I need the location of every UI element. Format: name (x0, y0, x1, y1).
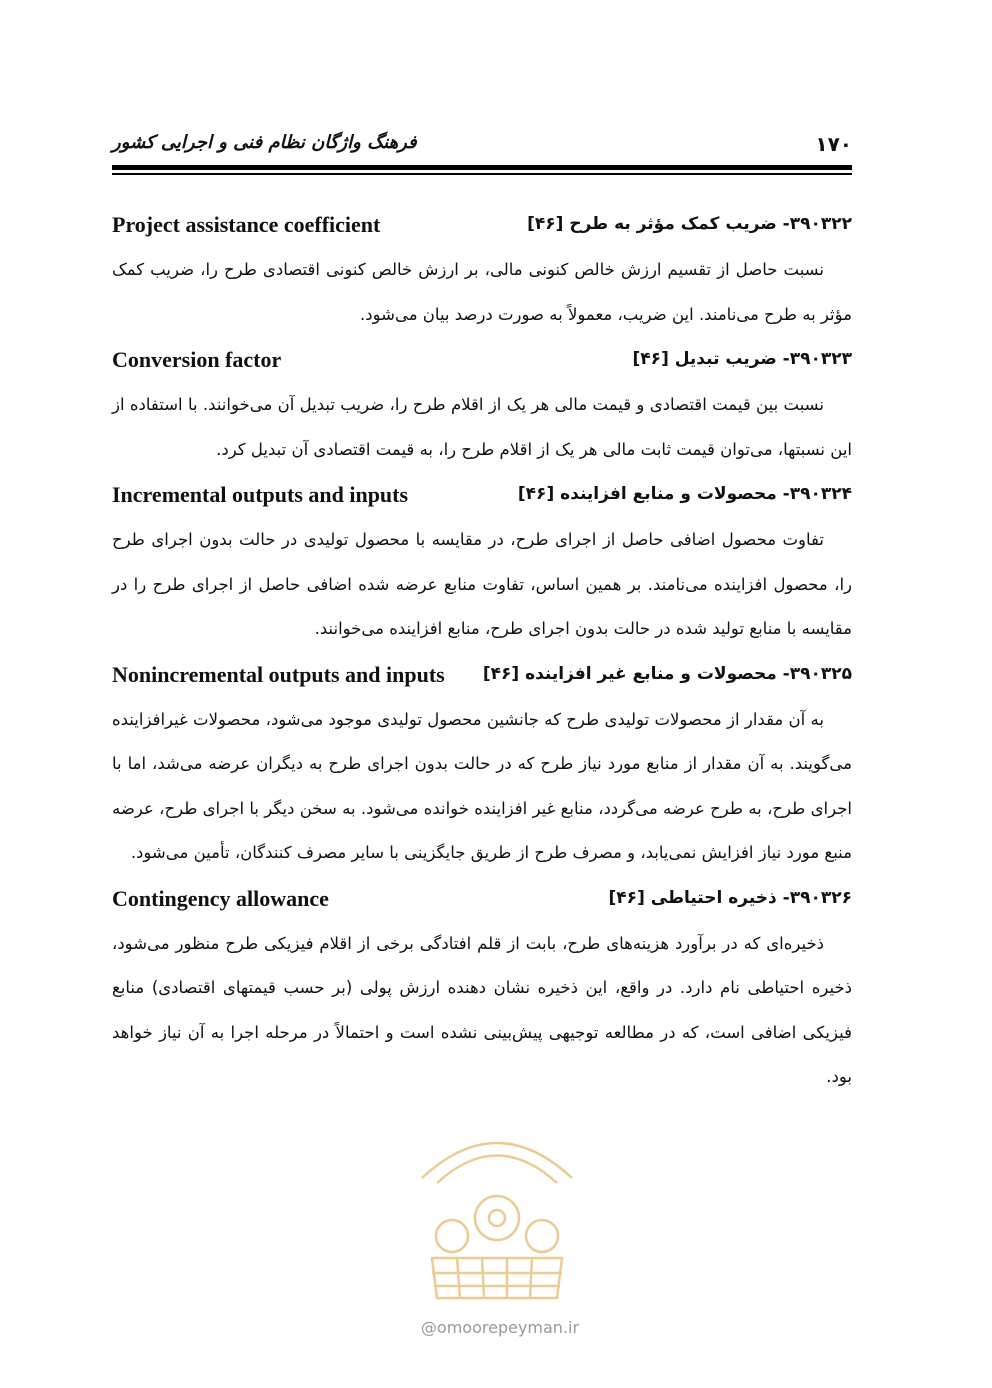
entry-definition: ذخیره‌ای که در برآورد هزینه‌های طرح، بابت از قلم افتادگی برخی از اقلام فیزیکی طرح منظور می‌شود، ذخیره احتیاطی نام دارد. در واقع، این ذخیره نشان دهنده ارزش پولی (بر حسب قیمتهای اقتصادی) منابع فیزیکی اضافی است، که در مطالعه توجیهی پیش‌بینی نشده است و احتمالاً در مرحله اجرا به آن نیاز خواهد بود. (112, 933, 852, 1086)
watermark-logo-icon (412, 1118, 582, 1304)
entry-heading (112, 884, 852, 922)
entry-english-title: Conversion factor (112, 347, 282, 372)
entry-heading (112, 210, 852, 248)
glossary-content (112, 210, 852, 1108)
page-number: ۱۷۰ (815, 132, 852, 156)
glossary-entry (112, 884, 852, 1100)
entry-definition: تفاوت محصول اضافی حاصل از اجرای طرح، در مقایسه با محصول تولیدی در حالت بدون اجرای طرح را، محصول افزاینده می‌نامند. بر همین اساس، تفاوت منابع عرضه شده اضافی حاصل از اجرای طرح را در مقایسه با منابع تولید شده در حالت بدون اجرای طرح، منابع افزاینده می‌خوانند. (112, 530, 852, 638)
watermark-url: @omoorepeyman.ir (420, 1318, 580, 1337)
entry-english-title: Incremental outputs and inputs (112, 482, 409, 507)
page-header (112, 120, 852, 160)
entry-english-title: Nonincremental outputs and inputs (112, 661, 445, 687)
header-rule-thick (112, 165, 852, 170)
glossary-entry (112, 210, 852, 337)
running-title: فرهنگ واژگان نظام فنی و اجرایی کشور (112, 132, 417, 153)
glossary-entry (112, 660, 852, 876)
entry-persian-title: ۳۹۰۳۲۳- ضریب تبدیل [۴۶] (632, 349, 852, 369)
entry-persian-title: ۳۹۰۳۲۲- ضریب کمک مؤثر به طرح [۴۶] (527, 214, 852, 234)
entry-persian-title: ۳۹۰۳۲۵- محصولات و منابع غیر افزاینده [۴۶] (482, 663, 852, 684)
glossary-entry (112, 480, 852, 652)
entry-heading (112, 480, 852, 518)
entry-definition: نسبت بین قیمت اقتصادی و قیمت مالی هر یک از اقلام طرح را، ضریب تبدیل آن می‌خوانند. با استفاده از این نسبتها، می‌توان قیمت ثابت مالی هر یک از اقلام طرح را، به قیمت اقتصادی آن تبدیل کرد. (112, 395, 852, 459)
entry-definition: به آن مقدار از محصولات تولیدی طرح که جانشین محصول تولیدی موجود می‌شود، محصولات غیرافزاینده می‌گویند. به آن مقدار از منابع مورد نیاز طرح که در حالت بدون اجرای طرح به دیگران عرضه می‌شد، اما با اجرای طرح، به طرح عرضه می‌گردد، منابع غیر افزاینده خوانده می‌شود. به سخن دیگر با اجرای طرح، عرضه منبع مورد نیاز افزایش نمی‌یابد، و مصرف طرح از طریق جایگزینی با سایر مصرف کنندگان، تأمین می‌شود. (112, 709, 852, 862)
entry-heading (112, 660, 852, 698)
entry-persian-title: ۳۹۰۳۲۴- محصولات و منابع افزاینده [۴۶] (517, 484, 852, 504)
header-rule-thin (112, 173, 852, 175)
entry-english-title: Contingency allowance (112, 885, 329, 911)
entry-definition: نسبت حاصل از تقسیم ارزش خالص کنونی مالی، بر ارزش خالص کنونی اقتصادی طرح را، ضریب کمک مؤثر به طرح می‌نامند. این ضریب، معمولاً به صورت درصد بیان می‌شود. (112, 260, 852, 324)
entry-heading (112, 345, 852, 383)
entry-persian-title: ۳۹۰۳۲۶- ذخیره احتیاطی [۴۶] (608, 887, 852, 908)
glossary-entry (112, 345, 852, 472)
entry-english-title: Project assistance coefficient (112, 212, 381, 237)
